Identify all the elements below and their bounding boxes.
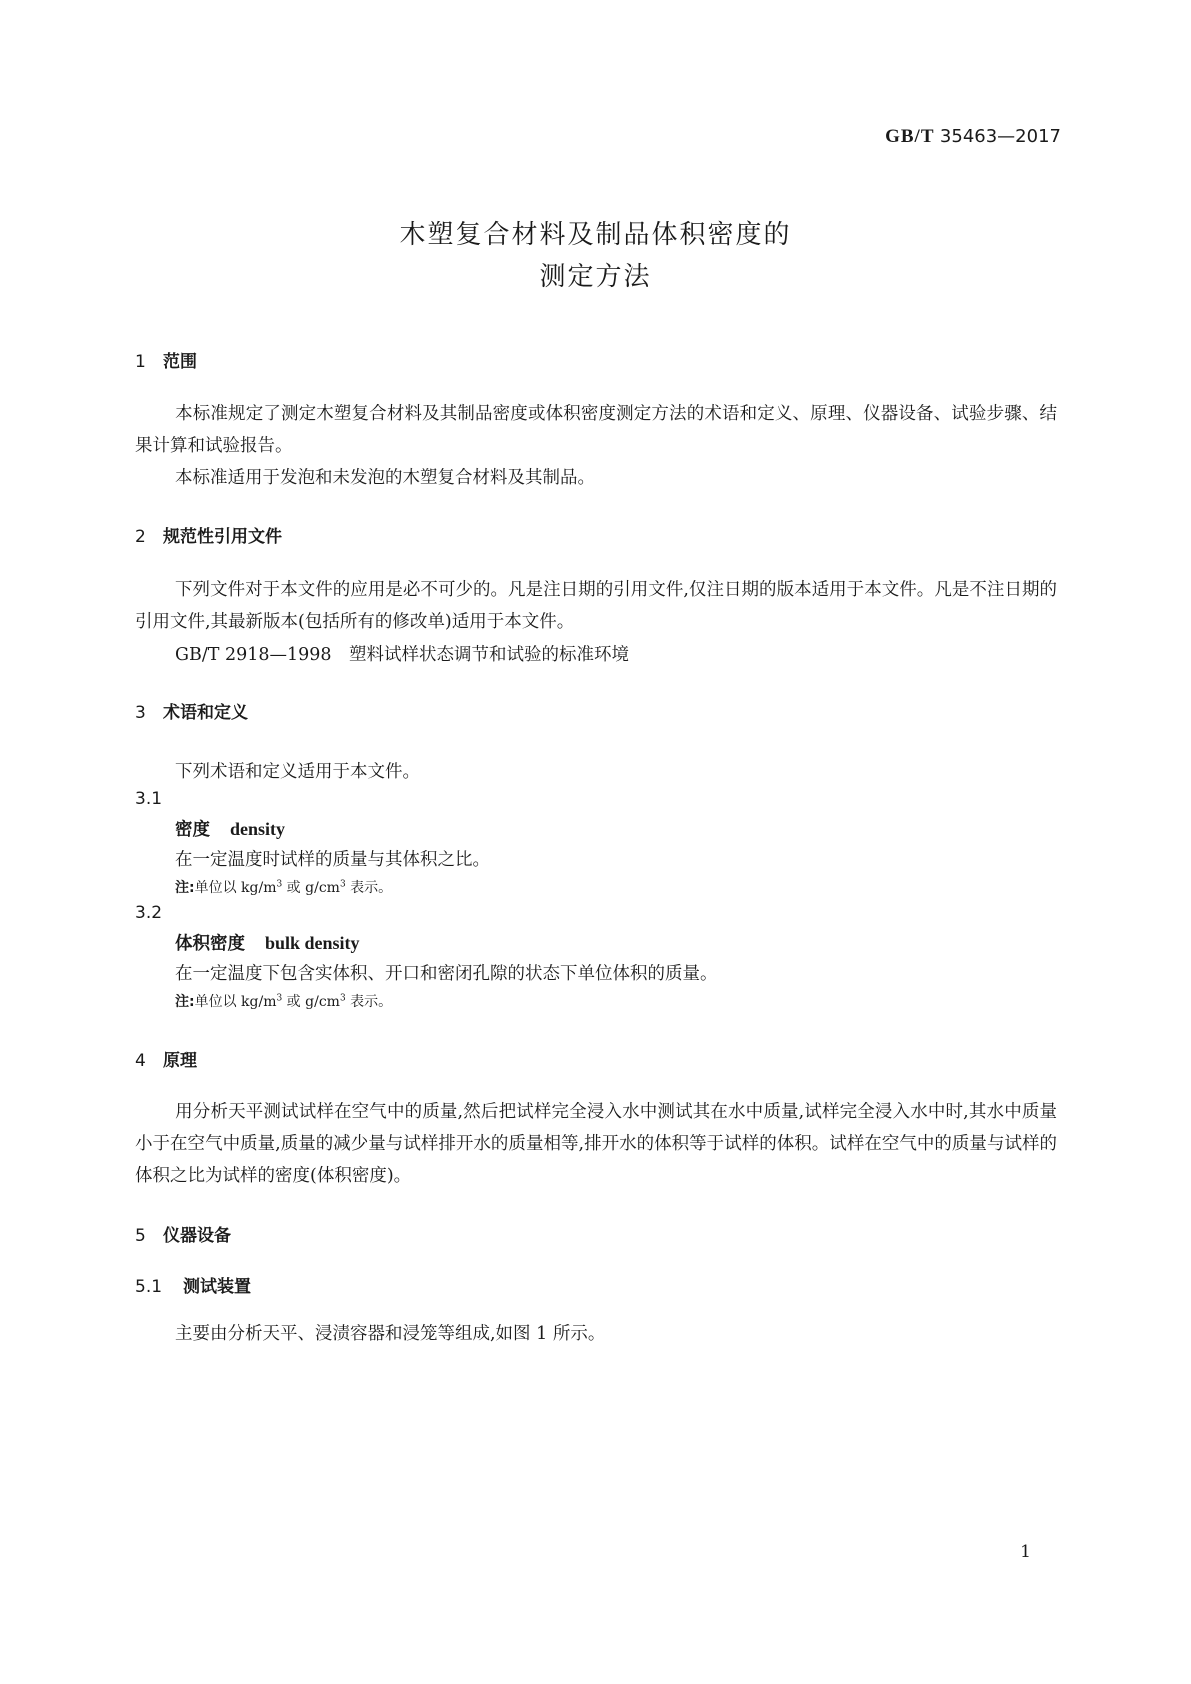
page-number: 1 — [1020, 1542, 1031, 1562]
note-label: 注: — [175, 880, 195, 896]
section-2-title: 规范性引用文件 — [163, 527, 282, 547]
term-3-2-english: bulk density — [265, 933, 360, 953]
section-3-heading — [135, 698, 248, 723]
section-5-heading — [135, 1221, 231, 1246]
document-title-line-2: 测定方法 — [539, 262, 652, 292]
normative-reference: GB/T 2918—1998 塑料试样状态调节和试验的标准环境 — [175, 645, 630, 665]
term-3-2-definition: 在一定温度下包含实体积、开口和密闭孔隙的状态下单位体积的质量。 — [175, 964, 718, 984]
section-5-1-title: 测试装置 — [183, 1277, 251, 1297]
section-2-paragraph-1-text: 下列文件对于本文件的应用是必不可少的。凡是注日期的引用文件,仅注日期的版本适用于本文件。凡是不注日期的引用文件,其最新版本(包括所有的修改单)适用于本文件。 — [135, 580, 1057, 632]
section-1-number: 1 — [135, 352, 146, 372]
section-4-heading — [135, 1046, 197, 1071]
section-5-1-paragraph: 主要由分析天平、浸渍容器和浸笼等组成,如图 1 所示。 — [175, 1324, 606, 1344]
section-1-paragraph-2 — [135, 462, 1057, 494]
term-3-1-english: density — [230, 819, 286, 839]
section-1-paragraph-1-text: 本标准规定了测定木塑复合材料及其制品密度或体积密度测定方法的术语和定义、原理、仪器设备、试验步骤、结果计算和试验报告。 — [135, 404, 1057, 456]
term-3-2-note: 注:单位以 $kg/m^3$ 或 $g/cm^3$ 表示。 — [175, 993, 393, 1010]
section-1-paragraph-1 — [135, 398, 1057, 462]
section-4-number: 4 — [135, 1051, 146, 1071]
term-3-1-number: 3.1 — [135, 789, 163, 809]
term-3-2-chinese: 体积密度 — [175, 934, 245, 954]
term-3-1-definition: 在一定温度时试样的质量与其体积之比。 — [175, 850, 490, 870]
term-3-2 — [175, 930, 360, 955]
standard-number — [885, 126, 1061, 148]
term-3-1 — [175, 816, 285, 841]
term-3-1-note: 注:单位以 $kg/m^3$ 或 $g/cm^3$ 表示。 — [175, 879, 393, 896]
section-2-heading — [135, 522, 282, 547]
document-title-line-1: 木塑复合材料及制品体积密度的 — [399, 220, 792, 250]
section-2-paragraph-1 — [135, 574, 1057, 638]
section-4-paragraph-1-text: 用分析天平测试试样在空气中的质量,然后把试样完全浸入水中测试其在水中质量,试样完全浸入水中时,其水中质量小于在空气中质量,质量的减少量与试样排开水的质量相等,排开水的体积等于试样的体积。试样在空气中的质量与试样的体积之比为试样的密度(体积密度)。 — [135, 1102, 1057, 1186]
standard-prefix: GB/T — [885, 126, 935, 147]
section-5-title: 仪器设备 — [163, 1226, 231, 1246]
note-label: 注: — [175, 994, 195, 1010]
section-2-number: 2 — [135, 527, 146, 547]
section-4-title: 原理 — [163, 1051, 197, 1071]
term-3-2-number: 3.2 — [135, 903, 163, 923]
section-1-heading — [135, 347, 197, 372]
section-1-paragraph-2-text: 本标准适用于发泡和未发泡的木塑复合材料及其制品。 — [175, 468, 595, 488]
section-3-title: 术语和定义 — [163, 703, 248, 723]
section-5-1-number: 5.1 — [135, 1277, 163, 1297]
section-5-1-heading — [135, 1272, 251, 1297]
section-1-title: 范围 — [163, 352, 197, 372]
section-5-number: 5 — [135, 1226, 146, 1246]
section-3-intro: 下列术语和定义适用于本文件。 — [175, 762, 420, 782]
standard-code: 35463—2017 — [939, 126, 1061, 147]
term-3-1-chinese: 密度 — [175, 820, 210, 840]
section-3-number: 3 — [135, 703, 146, 723]
section-4-paragraph-1 — [135, 1096, 1057, 1192]
